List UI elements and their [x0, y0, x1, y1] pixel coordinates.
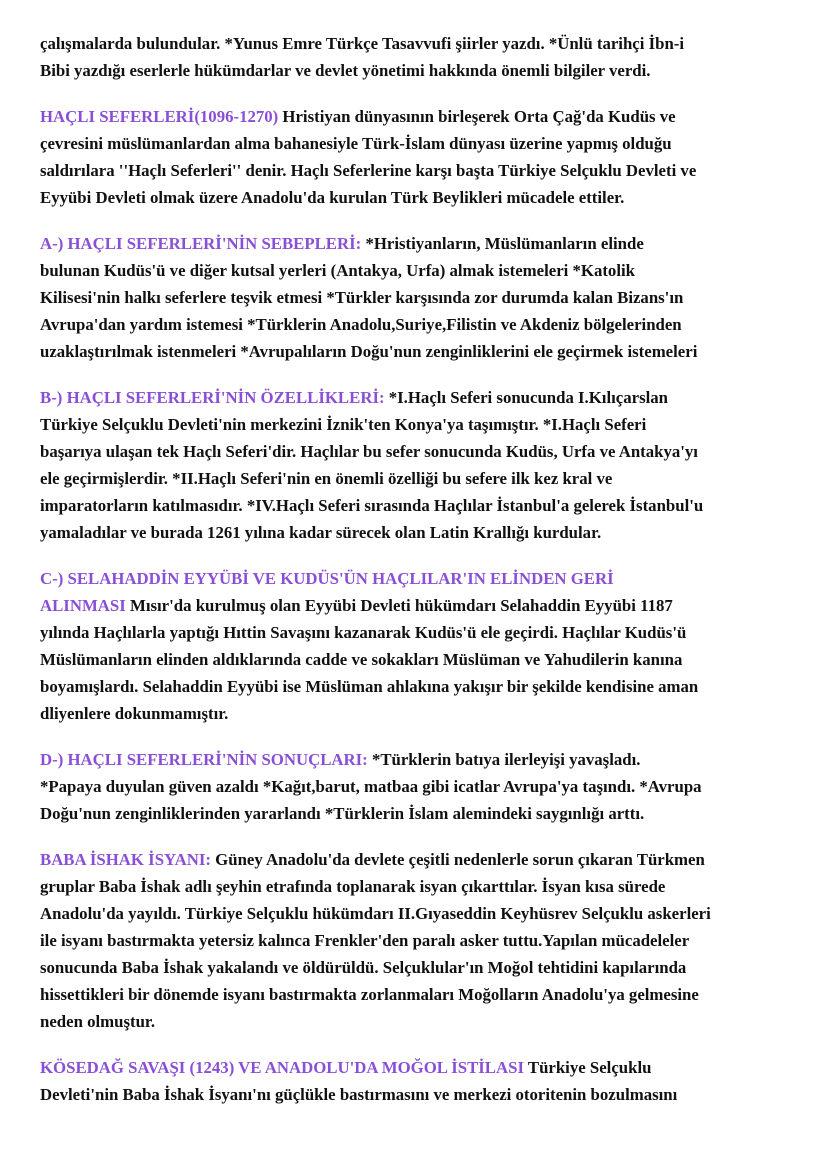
paragraph-selahaddin: [40, 565, 788, 727]
paragraph-heading: B-) HAÇLI SEFERLERİ'NİN ÖZELLİKLERİ:: [40, 388, 385, 407]
paragraph-ozellikleri: [40, 384, 788, 546]
paragraph-body: Mısır'da kurulmuş olan Eyyübi Devleti hükümdarı Selahaddin Eyyübi 1187 yılında Haçlılarla yaptığı Hıttin Savaşını kazanarak Kudüs'ü ele geçirdi. Haçlılar Kudüs'ü Müslümanların elinden aldıklarında cadde ve sokakları Müslüman ve Yahudilerin kanına boyamışlardı. Selahaddin Eyyübi ise Müslüman ahlakına yakışır bir şekilde kendisine aman dliyenlere dokunmamıştır.: [40, 596, 699, 723]
paragraph-body: *I.Haçlı Seferi sonucunda I.Kılıçarslan Türkiye Selçuklu Devleti'nin merkezini İznik'ten Konya'ya taşımıştır. *I.Haçlı Seferi başarıya ulaşan tek Haçlı Seferi'dir. Haçlılar bu sefer sonucunda Kudüs, Urfa ve Antakya'yı ele geçirmişlerdir. *II.Haçlı Seferi'nin en önemli özelliği bu sefere ilk kez kral ve imparatorların katılmasıdır. *IV.Haçlı Seferi sırasında Haçlılar İstanbul'a gelerek İstanbul'u yamaladılar ve burada 1261 yılına kadar sürecek olan Latin Krallığı kurdular.: [40, 388, 704, 542]
paragraph-heading: BABA İSHAK İSYANI:: [40, 850, 211, 869]
paragraph-baba-ishak: [40, 846, 788, 1035]
paragraph-heading: KÖSEDAĞ SAVAŞI (1243) VE ANADOLU'DA MOĞOL İSTİLASI: [40, 1058, 524, 1077]
paragraph-body: Hristiyan dünyasının birleşerek Orta Çağ'da Kudüs ve çevresini müslümanlardan alma bahanesiyle Türk-İslam dünyası üzerine yapmış olduğu saldırılara ''Haçlı Seferleri'' denir. Haçlı Seferlerine karşı başta Türkiye Selçuklu Devleti ve Eyyübi Devleti olmak üzere Anadolu'da kurulan Türk Beylikleri mücadele ettiler.: [40, 107, 697, 207]
paragraph-kosedag: [40, 1054, 788, 1108]
paragraph-body: *Hristiyanların, Müslümanların elinde bulunan Kudüs'ü ve diğer kutsal yerleri (Antakya, Urfa) almak istemeleri *Katolik Kilisesi'nin halkı seferlere teşvik etmesi *Türkler karşısında zor durumda kalan Bizans'ın Avrupa'dan yardım istemesi *Türklerin Anadolu,Suriye,Filistin ve Akdeniz bölgelerinden uzaklaştırılmak istenmeleri *Avrupalıların Doğu'nun zenginliklerini ele geçirmek istemeleri: [40, 234, 698, 361]
paragraph-body: çalışmalarda bulundular. *Yunus Emre Türkçe Tasavvufi şiirler yazdı. *Ünlü tarihçi İbn-i Bibi yazdığı eserlerle hükümdarlar ve devlet yönetimi hakkında önemli bilgiler verdi.: [40, 34, 685, 80]
paragraph-body: Türkiye Selçuklu Devleti'nin Baba İshak İsyanı'nı güçlükle bastırmasını ve merkezi otoritenin bozulmasını: [40, 1058, 678, 1104]
paragraph-intro: [40, 30, 788, 84]
paragraph-sonuclari: [40, 746, 788, 827]
paragraph-hacli-seferleri: [40, 103, 788, 211]
paragraph-heading: D-) HAÇLI SEFERLERİ'NİN SONUÇLARI:: [40, 750, 368, 769]
paragraph-sebepleri: [40, 230, 788, 365]
paragraph-heading: HAÇLI SEFERLERİ(1096-1270): [40, 107, 279, 126]
paragraph-heading: C-) SELAHADDİN EYYÜBİ VE KUDÜS'ÜN HAÇLILAR'IN ELİNDEN GERİ ALINMASI: [40, 569, 614, 615]
paragraph-body: Güney Anadolu'da devlete çeşitli nedenlerle sorun çıkaran Türkmen gruplar Baba İshak adlı şeyhin etrafında toplanarak isyan çıkarttılar. İsyan kısa sürede Anadolu'da yayıldı. Türkiye Selçuklu hükümdarı II.Gıyaseddin Keyhüsrev Selçuklu askerleri ile isyanı bastırmakta yetersiz kalınca Frenkler'den paralı asker tuttu.Yapılan mücadeleler sonucunda Baba İshak yakalandı ve öldürüldü. Selçuklular'ın Moğol tehtidini kapılarında hissettikleri bir dönemde isyanı bastırmakta zorlanmaları Moğolların Anadolu'ya gelmesine neden olmuştur.: [40, 850, 711, 1031]
paragraph-body: *Türklerin batıya ilerleyişi yavaşladı. *Papaya duyulan güven azaldı *Kağıt,barut, matbaa gibi icatlar Avrupa'ya taşındı. *Avrupa Doğu'nun zenginliklerinden yararlandı *Türklerin İslam alemindeki saygınlığı arttı.: [40, 750, 702, 823]
paragraph-heading: A-) HAÇLI SEFERLERİ'NİN SEBEPLERİ:: [40, 234, 362, 253]
